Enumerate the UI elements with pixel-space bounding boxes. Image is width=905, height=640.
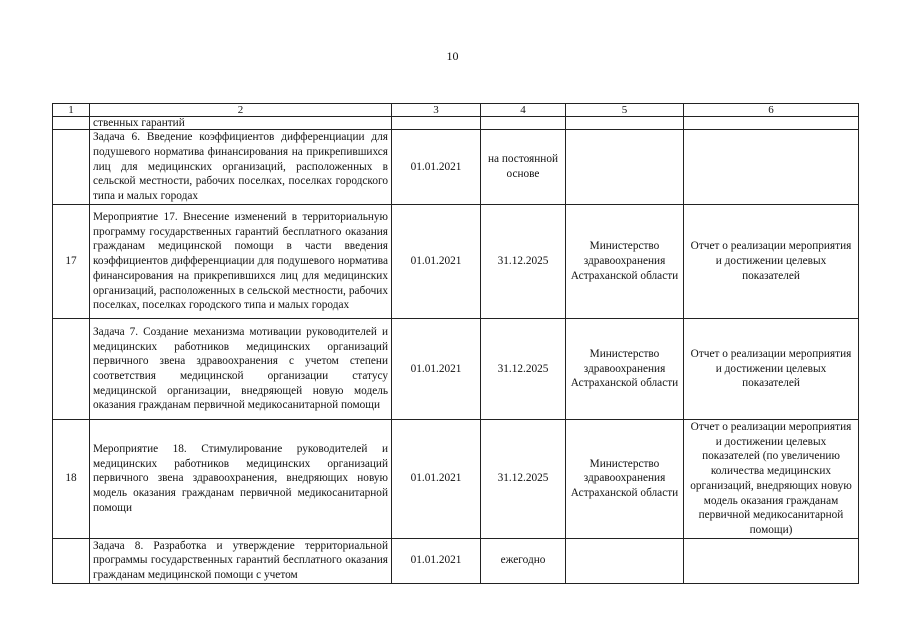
column-header: 5: [566, 104, 684, 117]
row-executor: Министерство здравоохранения Астраханской области: [566, 420, 684, 539]
row-executor: [566, 538, 684, 583]
row-number: [53, 319, 90, 420]
row-number: [53, 130, 90, 205]
row-number: [53, 538, 90, 583]
row-start-date: 01.01.2021: [392, 319, 481, 420]
column-header: 4: [481, 104, 566, 117]
row-end-date: 31.12.2025: [481, 420, 566, 539]
table-row: [53, 117, 859, 130]
measures-table: [52, 103, 859, 584]
row-end-date: на постоянной основе: [481, 130, 566, 205]
row-text: Задача 6. Введение коэффициентов дифференциации для подушевого норматива финансирования на прикрепившихся лиц для медицинских организаций, расположенных в сельской местности, рабочих поселках, поселках городского типа и малых городах: [90, 130, 392, 205]
table-row: [53, 205, 859, 319]
row-text: Задача 8. Разработка и утверждение территориальной программы государственных гарантий бесплатного оказания гражданам медицинской помощи с учетом: [90, 538, 392, 583]
row-start-date: 01.01.2021: [392, 130, 481, 205]
table-row: [53, 420, 859, 539]
row-text: ственных гарантий: [90, 117, 392, 130]
row-number: [53, 117, 90, 130]
row-executor: Министерство здравоохранения Астраханской области: [566, 319, 684, 420]
column-header: 3: [392, 104, 481, 117]
row-executor: Министерство здравоохранения Астраханской области: [566, 205, 684, 319]
row-number: 17: [53, 205, 90, 319]
row-end-date: [481, 117, 566, 130]
row-end-date: ежегодно: [481, 538, 566, 583]
row-end-date: 31.12.2025: [481, 319, 566, 420]
row-text: Мероприятие 17. Внесение изменений в территориальную программу государственных гарантий бесплатного оказания гражданам медицинской помощи в части введения коэффициентов дифференциации для подушевого норматива финансирования на прикрепившихся лиц для медицинских организаций, расположенных в сельской местности, рабочих поселках, поселках городского типа и малых городах: [90, 205, 392, 319]
row-executor: [566, 130, 684, 205]
row-start-date: 01.01.2021: [392, 420, 481, 539]
row-result: [684, 538, 859, 583]
row-result: Отчет о реализации мероприятия и достижении целевых показателей (по увеличению количества медицинских организаций, внедряющих новую модель оказания гражданам первичной медикосанитарной помощи): [684, 420, 859, 539]
table-row: [53, 538, 859, 583]
row-executor: [566, 117, 684, 130]
column-header: 1: [53, 104, 90, 117]
row-number: 18: [53, 420, 90, 539]
row-start-date: 01.01.2021: [392, 538, 481, 583]
column-header: 2: [90, 104, 392, 117]
column-header: 6: [684, 104, 859, 117]
row-text: Мероприятие 18. Стимулирование руководителей и медицинских работников медицинских организаций первичного звена здравоохранения, внедряющих новую модель оказания гражданам первичной медикосанитарной помощи: [90, 420, 392, 539]
row-result: [684, 130, 859, 205]
page-number: 10: [446, 49, 459, 63]
table-row: [53, 130, 859, 205]
table-row: [53, 319, 859, 420]
row-result: Отчет о реализации мероприятия и достижении целевых показателей: [684, 205, 859, 319]
row-result: Отчет о реализации мероприятия и достижении целевых показателей: [684, 319, 859, 420]
row-result: [684, 117, 859, 130]
row-start-date: 01.01.2021: [392, 205, 481, 319]
row-start-date: [392, 117, 481, 130]
row-text: Задача 7. Создание механизма мотивации руководителей и медицинских работников медицинских организаций первичного звена здравоохранения с учетом степени соответствия медицинской организации статусу медицинской организации, внедряющей новую модель оказания гражданам первичной медикосанитарной помощи: [90, 319, 392, 420]
table-header-row: [53, 104, 859, 117]
row-end-date: 31.12.2025: [481, 205, 566, 319]
